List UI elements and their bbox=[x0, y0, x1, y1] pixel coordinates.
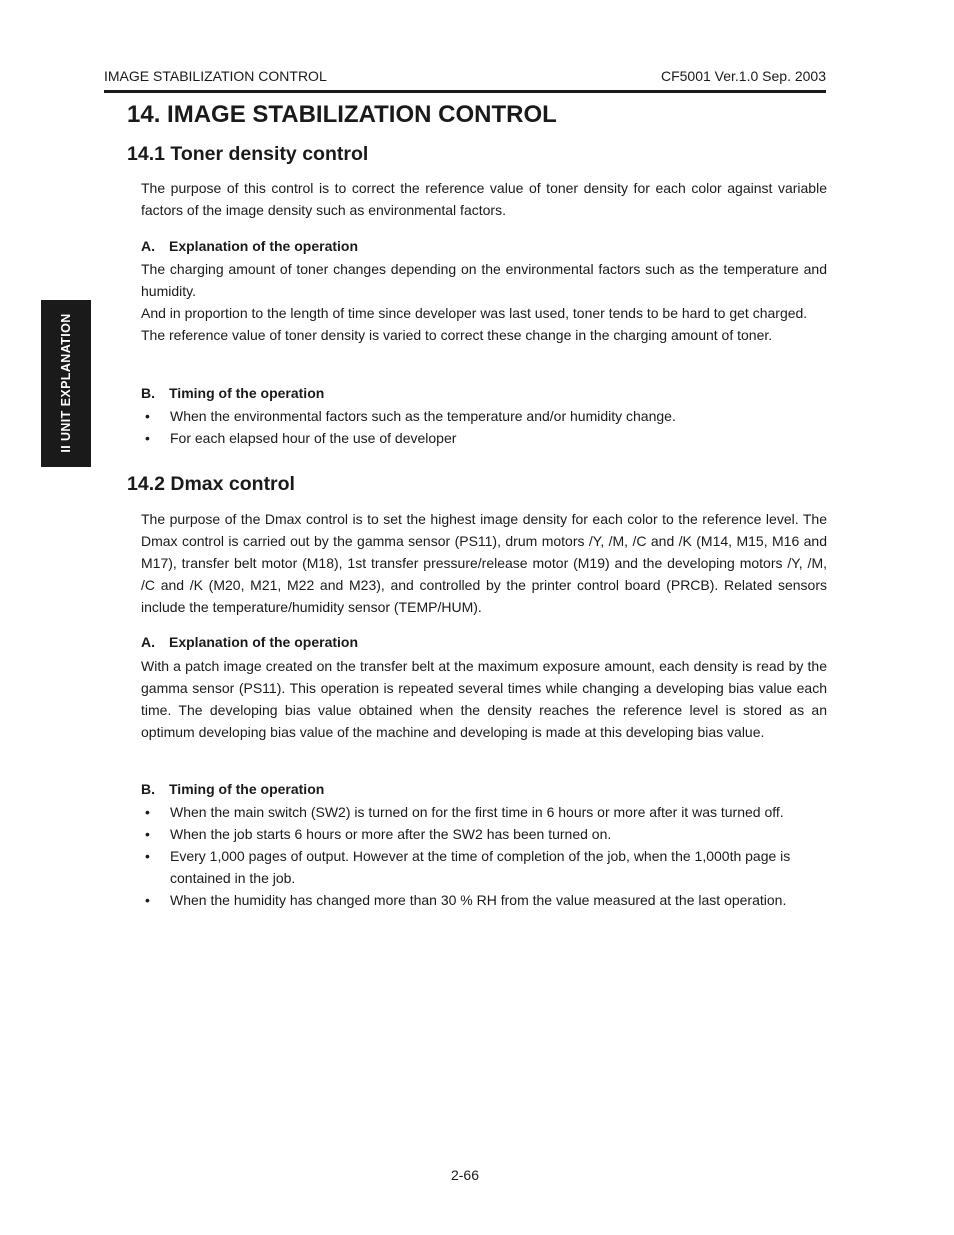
page-header bbox=[104, 66, 826, 93]
explanation-text bbox=[141, 258, 827, 346]
subheading-title: Timing of the operation bbox=[169, 781, 325, 797]
list-item: • When the environmental factors such as the temperature and/or humidity change. bbox=[141, 405, 827, 427]
paragraph: The charging amount of toner changes depending on the environmental factors such as the temperature and humidity. bbox=[141, 261, 827, 299]
chapter-side-tab-label: II UNIT EXPLANATION bbox=[59, 313, 73, 453]
list-item: • When the job starts 6 hours or more after the SW2 has been turned on. bbox=[141, 823, 827, 845]
section-intro-toner-density: The purpose of this control is to correct the reference value of toner density for each color against variable factors of the image density such as environmental factors. bbox=[141, 180, 827, 218]
subheading-timing bbox=[141, 385, 324, 401]
list-item: • Every 1,000 pages of output. However at the time of completion of the job, when the 1,000th page is contained in the job. bbox=[141, 845, 827, 889]
subheading-title: Explanation of the operation bbox=[169, 238, 359, 254]
section-heading-toner-density: 14.1 Toner density control bbox=[127, 143, 369, 165]
header-document-version: CF5001 Ver.1.0 Sep. 2003 bbox=[660, 68, 826, 84]
subheading-explanation bbox=[141, 634, 358, 650]
page-number: 2-66 bbox=[450, 1167, 480, 1183]
subheading-title: Explanation of the operation bbox=[169, 634, 359, 650]
subheading-label: B. bbox=[141, 385, 155, 401]
explanation-text: With a patch image created on the transfer belt at the maximum exposure amount, each density is read by the gamma sensor (PS11). This operation is repeated several times while changing a developing bias value each time. The developing bias value obtained when the density reaches the reference level is stored as an optimum developing bias value of the machine and developing is made at this developing bias value. bbox=[141, 658, 827, 740]
paragraph: The reference value of toner density is varied to correct these change in the charging amount of toner. bbox=[141, 327, 773, 343]
header-section-title: IMAGE STABILIZATION CONTROL bbox=[104, 68, 327, 84]
section-heading-dmax: 14.2 Dmax control bbox=[127, 473, 295, 495]
section-intro-dmax: The purpose of the Dmax control is to set the highest image density for each color to the reference level. The Dmax control is carried out by the gamma sensor (PS11), drum motors /Y, /M, /C and /K (M14, M15, M16 and M17), transfer belt motor (M18), 1st transfer pressure/release motor (M19) and the developing motors /Y, /M, /C and /K (M20, M21, M22 and M23), and controlled by the printer control board (PRCB). Related sensors include the temperature/humidity sensor (TEMP/HUM). bbox=[141, 511, 827, 615]
subheading-title: Timing of the operation bbox=[169, 385, 325, 401]
subheading-label: A. bbox=[141, 238, 155, 254]
timing-list bbox=[141, 801, 827, 911]
list-item: • When the main switch (SW2) is turned on for the first time in 6 hours or more after it was turned off. bbox=[141, 801, 827, 823]
subheading-label: B. bbox=[141, 781, 155, 797]
timing-list bbox=[141, 405, 827, 449]
chapter-side-tab bbox=[41, 300, 91, 467]
list-item: • For each elapsed hour of the use of developer bbox=[141, 427, 827, 449]
subheading-label: A. bbox=[141, 634, 155, 650]
paragraph: And in proportion to the length of time since developer was last used, toner tends to be hard to get charged. bbox=[141, 305, 808, 321]
page-title: 14. IMAGE STABILIZATION CONTROL bbox=[127, 101, 557, 128]
list-item: • When the humidity has changed more than 30 % RH from the value measured at the last operation. bbox=[141, 889, 827, 911]
subheading-explanation bbox=[141, 238, 358, 254]
subheading-timing bbox=[141, 781, 324, 797]
